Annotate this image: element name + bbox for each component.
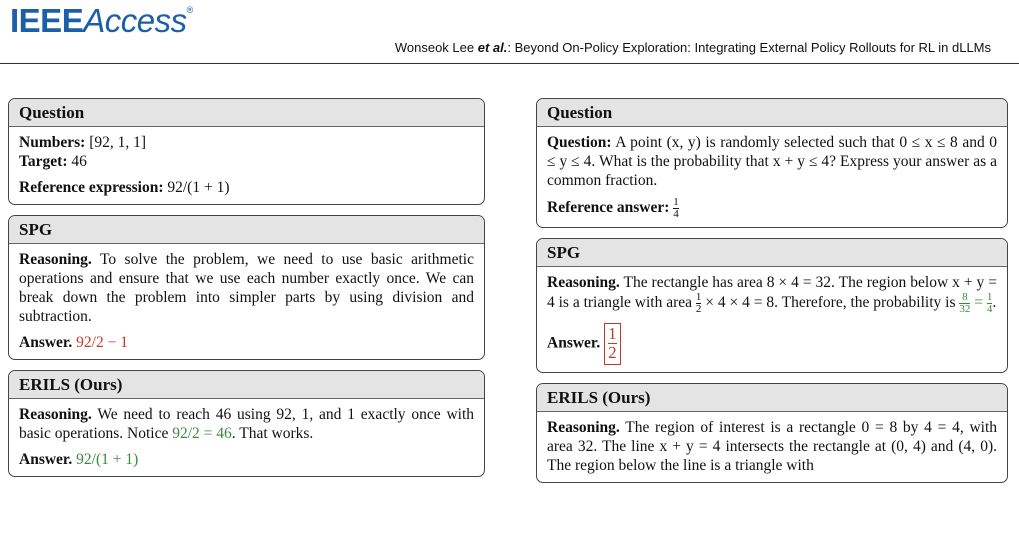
answer-label: Answer. bbox=[19, 334, 73, 351]
probability-fraction: $\frac{8}{32}$ bbox=[959, 291, 971, 315]
equals-sign: = bbox=[974, 294, 983, 312]
box-title: Question bbox=[537, 99, 1007, 127]
half-fraction: $\frac{1}{2}$ bbox=[695, 291, 702, 315]
box-title: ERILS (Ours) bbox=[9, 371, 484, 399]
question-label: Question: bbox=[547, 134, 612, 151]
answer-label: Answer. bbox=[19, 451, 73, 468]
reasoning-highlight: 92/2 = 46 bbox=[172, 425, 232, 442]
reasoning-label: Reasoning. bbox=[19, 251, 92, 268]
answer-label: Answer. bbox=[547, 334, 601, 352]
reasoning-label: Reasoning. bbox=[19, 406, 92, 423]
box-title: Question bbox=[9, 99, 484, 127]
target-label: Target: bbox=[19, 153, 68, 170]
reasoning-text-end: . That works. bbox=[231, 425, 314, 442]
box-title: ERILS (Ours) bbox=[537, 384, 1007, 412]
left-column bbox=[8, 98, 485, 487]
reference-answer-fraction: $\frac{1}{4}$ bbox=[673, 196, 679, 220]
box-title: SPG bbox=[537, 239, 1007, 267]
reasoning-text: To solve the problem, we need to use basic arithmetic operations and ensure that we use each number exactly once. We can break down the problem into simpler parts by using division and subtraction. bbox=[19, 251, 474, 325]
reference-answer-label: Reference answer: bbox=[547, 199, 670, 217]
running-head bbox=[395, 40, 991, 55]
box-title: SPG bbox=[9, 216, 484, 244]
author-name: Wonseok Lee bbox=[394, 40, 475, 55]
reasoning-text-cont: × 4 × 4 = 8. Therefore, the probability is bbox=[705, 294, 956, 312]
journal-logo: IEEEAccess® bbox=[10, 2, 193, 39]
numbers-value: [92, 1, 1] bbox=[89, 134, 147, 151]
target-value: 46 bbox=[71, 153, 87, 170]
answer-value-correct: 92/(1 + 1) bbox=[76, 451, 139, 468]
numbers-label: Numbers: bbox=[19, 134, 86, 151]
question-text: A point (x, y) is randomly selected such that 0 ≤ x ≤ 8 and 0 ≤ y ≤ 4. What is the probability that x + y ≤ 4? Express your answer as a common fraction. bbox=[547, 134, 997, 189]
header-rule bbox=[0, 63, 1019, 64]
paper-title: : Beyond On-Policy Exploration: Integrating External Policy Rollouts for RL in dLLMs bbox=[507, 40, 991, 55]
reasoning-text: The region of interest is a rectangle 0 = 8 by 4 = 4, with area 32. The line x + y = 4 intersects the rectangle at (0, 4) and (4, 0). The region below the line is a triangle with bbox=[547, 419, 997, 474]
right-erils-box bbox=[536, 383, 1008, 483]
right-column bbox=[536, 98, 1008, 493]
et-al: et al. bbox=[477, 40, 508, 55]
left-question-box bbox=[8, 98, 485, 205]
right-question-box bbox=[536, 98, 1008, 228]
reference-label: Reference expression: bbox=[19, 179, 164, 196]
answer-value-wrong: 92/2 − 1 bbox=[76, 334, 128, 351]
reasoning-text: The rectangle has area 8 × 4 = 32. The region below x + y = 4 is a triangle with area bbox=[547, 274, 997, 312]
boxed-answer-wrong: $\frac{1}{2}$ bbox=[604, 323, 621, 365]
right-spg-box: SPG Reasoning. The rectangle has area 8 × 4 = 32. The region below x + y = 4 is a triangle with area $\frac{1}{2}$ × 4 × 4 = 8. Therefore, the probability is $\frac{8}{32}$ = $\frac{1}{4}$ . Answer. $\frac{1}{2}$ bbox=[536, 238, 1008, 373]
probability-simplified: $\frac{1}{4}$ bbox=[986, 291, 993, 315]
reasoning-label: Reasoning. bbox=[547, 419, 620, 436]
left-erils-box bbox=[8, 370, 485, 477]
left-spg-box bbox=[8, 215, 485, 360]
reference-expression: 92/(1 + 1) bbox=[167, 179, 230, 196]
reasoning-label: Reasoning. bbox=[547, 274, 620, 291]
reasoning-text: We need to reach 46 using 92, 1, and 1 exactly once with basic operations. Notice bbox=[19, 406, 474, 442]
